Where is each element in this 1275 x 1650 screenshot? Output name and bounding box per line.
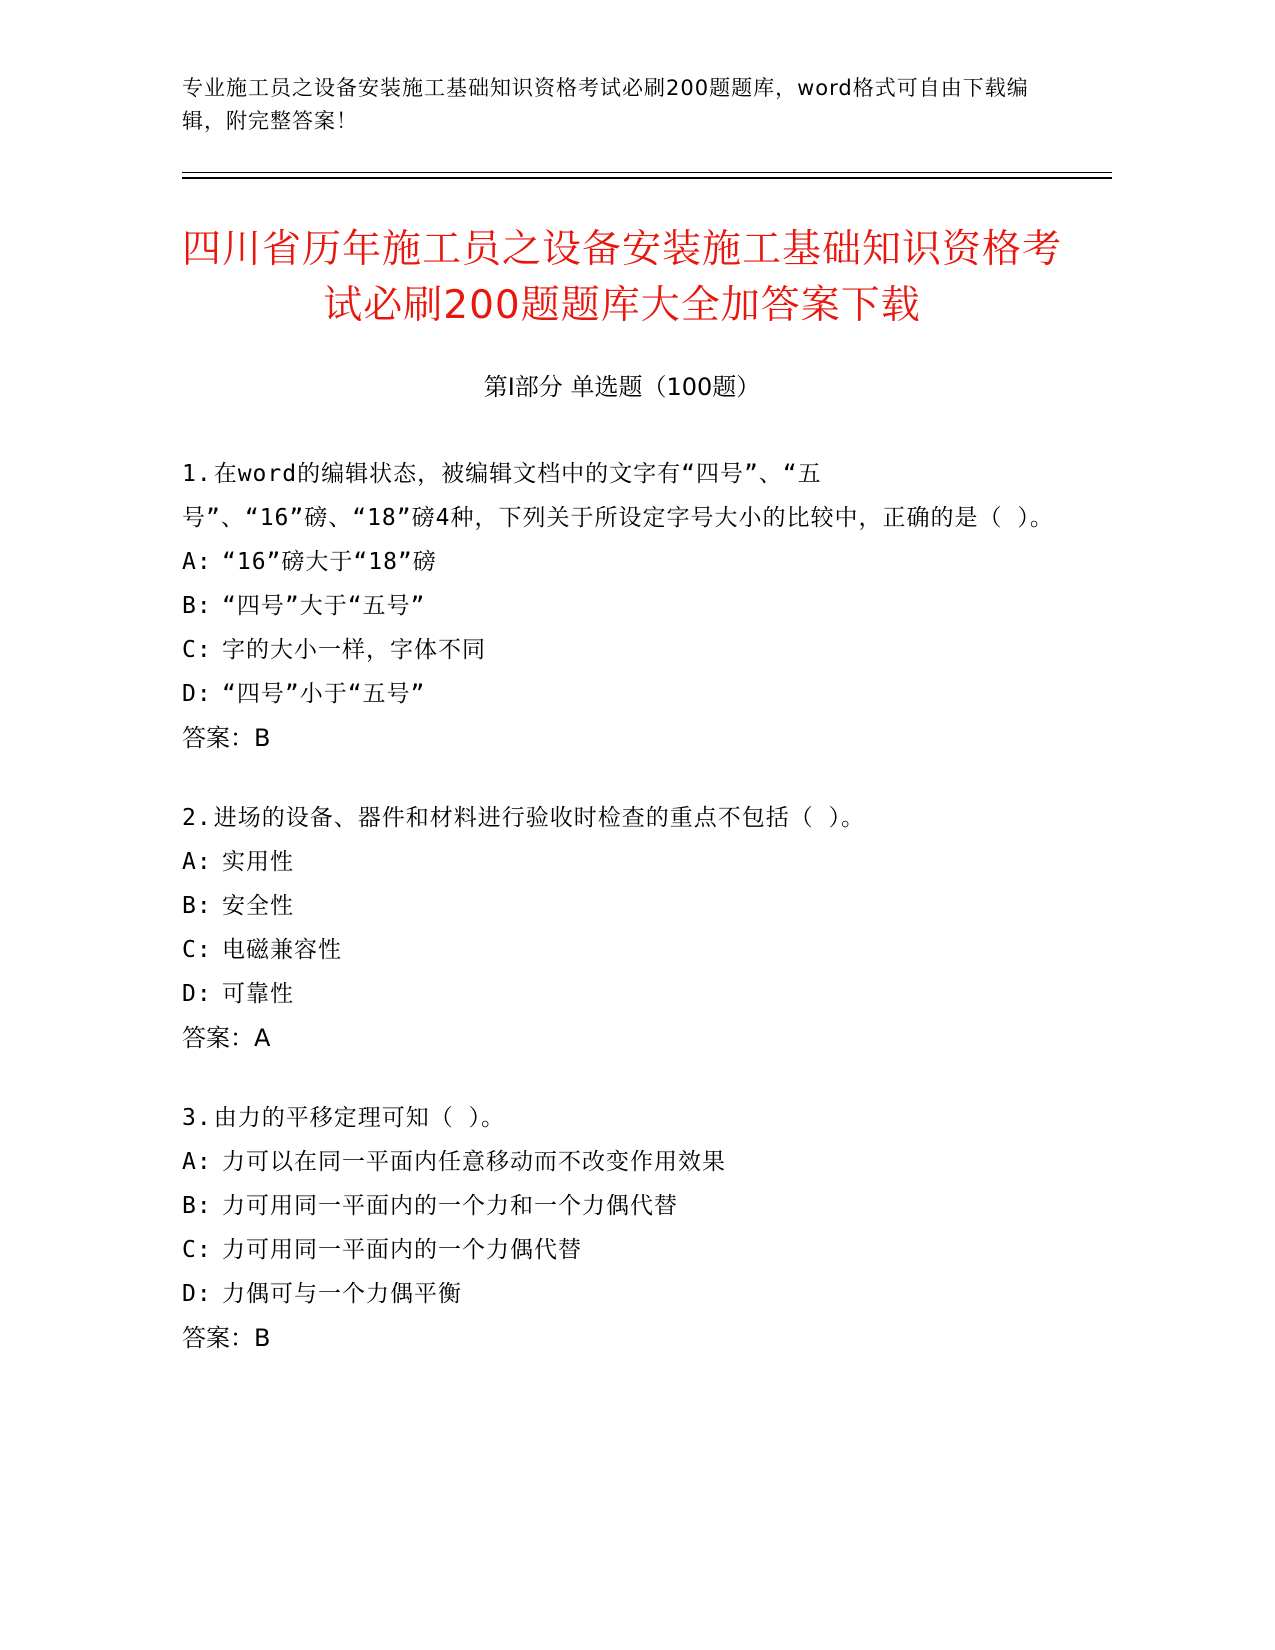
question-number: 1. xyxy=(182,461,212,487)
question-body: 由力的平移定理可知（ ）。 xyxy=(213,1105,506,1131)
question-item xyxy=(182,1096,1062,1360)
option-letter: B: xyxy=(182,593,212,619)
option-d xyxy=(182,972,1062,1016)
option-letter: D: xyxy=(182,981,212,1007)
question-number: 3. xyxy=(182,1105,212,1131)
option-letter: D: xyxy=(182,1281,212,1307)
answer-value: B xyxy=(254,724,271,752)
option-text: 可靠性 xyxy=(222,981,294,1007)
option-text: 力可以在同一平面内任意移动而不改变作用效果 xyxy=(222,1149,726,1175)
option-c xyxy=(182,1228,1062,1272)
question-text xyxy=(182,452,1062,540)
answer-value: B xyxy=(254,1324,271,1352)
question-number: 2. xyxy=(182,805,212,831)
option-text: 实用性 xyxy=(222,849,294,875)
section-title: 第I部分 单选题（100题） xyxy=(483,373,761,401)
option-text: “16”磅大于“18”磅 xyxy=(222,549,437,575)
option-text: “四号”大于“五号” xyxy=(222,593,426,619)
document-page xyxy=(182,0,1112,1650)
answer-label: 答案： xyxy=(182,724,254,752)
option-letter: A: xyxy=(182,1149,212,1175)
option-text: 字的大小一样，字体不同 xyxy=(222,637,486,663)
question-item xyxy=(182,452,1062,760)
option-d xyxy=(182,672,1062,716)
option-b xyxy=(182,584,1062,628)
question-body: 在word的编辑状态，被编辑文档中的文字有“四号”、“五号”、“16”磅、“18”磅4种，下列关于所设定字号大小的比较中，正确的是（ ）。 xyxy=(182,461,1054,531)
header-divider-thick xyxy=(182,177,1112,179)
option-text: 力可用同一平面内的一个力和一个力偶代替 xyxy=(222,1193,678,1219)
option-c xyxy=(182,628,1062,672)
answer-label: 答案： xyxy=(182,1324,254,1352)
option-letter: C: xyxy=(182,637,212,663)
document-title: 四川省历年施工员之设备安装施工基础知识资格考试必刷200题题库大全加答案下载 xyxy=(182,227,1063,328)
option-text: 安全性 xyxy=(222,893,294,919)
option-text: 力可用同一平面内的一个力偶代替 xyxy=(222,1237,582,1263)
answer-line xyxy=(182,1316,1062,1360)
option-letter: B: xyxy=(182,893,212,919)
question-list xyxy=(182,452,1062,1396)
option-b xyxy=(182,1184,1062,1228)
option-a xyxy=(182,540,1062,584)
option-letter: D: xyxy=(182,681,212,707)
question-item xyxy=(182,796,1062,1060)
answer-value: A xyxy=(254,1024,271,1052)
option-d xyxy=(182,1272,1062,1316)
option-letter: A: xyxy=(182,549,212,575)
option-a xyxy=(182,1140,1062,1184)
question-text xyxy=(182,796,1062,840)
option-a xyxy=(182,840,1062,884)
option-letter: A: xyxy=(182,849,212,875)
option-c xyxy=(182,928,1062,972)
option-letter: C: xyxy=(182,937,212,963)
header-divider-thin xyxy=(182,172,1112,173)
option-b xyxy=(182,884,1062,928)
option-text: “四号”小于“五号” xyxy=(222,681,426,707)
question-body: 进场的设备、器件和材料进行验收时检查的重点不包括（ ）。 xyxy=(213,805,866,831)
option-text: 力偶可与一个力偶平衡 xyxy=(222,1281,462,1307)
answer-label: 答案： xyxy=(182,1024,254,1052)
answer-line xyxy=(182,1016,1062,1060)
option-letter: B: xyxy=(182,1193,212,1219)
option-text: 电磁兼容性 xyxy=(222,937,342,963)
header-note: 专业施工员之设备安装施工基础知识资格考试必刷200题题库，word格式可自由下载编辑，附完整答案！ xyxy=(182,76,1029,133)
answer-line xyxy=(182,716,1062,760)
question-text xyxy=(182,1096,1062,1140)
option-letter: C: xyxy=(182,1237,212,1263)
